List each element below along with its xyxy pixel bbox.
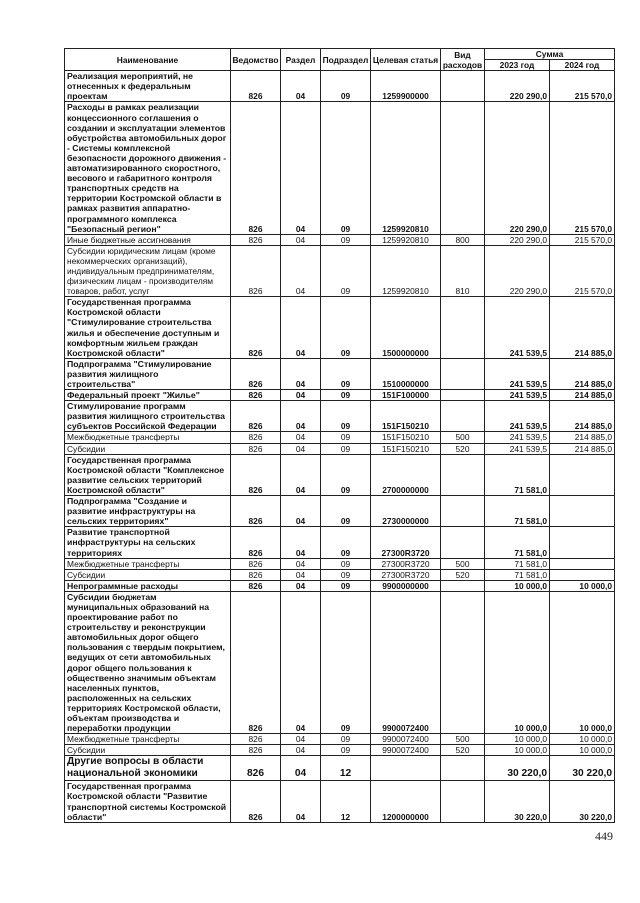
cell-kind: 500 [441,558,485,569]
cell-section: 04 [281,443,321,454]
table-row [65,734,615,745]
cell-section: 04 [281,297,321,359]
table-row [65,591,615,733]
cell-name: Непрограммные расходы [65,580,231,591]
table-row [65,580,615,591]
cell-target: 151F150210 [371,443,441,454]
cell-2024 [550,454,615,495]
cell-dept: 826 [231,756,281,781]
cell-2024: 10 000,0 [550,734,615,745]
cell-target: 2700000000 [371,454,441,495]
cell-target: 1500000000 [371,297,441,359]
table-row [65,745,615,756]
cell-2023: 241 539,5 [485,401,550,432]
cell-dept: 826 [231,569,281,580]
cell-dept: 826 [231,234,281,245]
cell-subsection: 09 [321,454,371,495]
cell-dept: 826 [231,454,281,495]
cell-2024: 214 885,0 [550,297,615,359]
cell-2024: 215 570,0 [550,102,615,234]
cell-kind [441,297,485,359]
cell-2024: 214 885,0 [550,432,615,443]
cell-kind: 520 [441,745,485,756]
cell-dept: 826 [231,102,281,234]
cell-subsection: 09 [321,527,371,558]
cell-target: 27300R3720 [371,569,441,580]
cell-dept: 826 [231,496,281,527]
table-body [65,71,615,823]
cell-2023: 241 539,5 [485,297,550,359]
cell-dept: 826 [231,443,281,454]
cell-2023: 241 539,5 [485,390,550,401]
header-subsection: Подраздел [321,49,371,71]
cell-target: 1259920810 [371,102,441,234]
cell-kind [441,390,485,401]
cell-section: 04 [281,745,321,756]
cell-dept: 826 [231,71,281,102]
cell-subsection: 09 [321,558,371,569]
table-row [65,245,615,296]
table-row [65,443,615,454]
cell-2024 [550,527,615,558]
cell-2024: 214 885,0 [550,401,615,432]
header-dept: Ведомство [231,49,281,71]
cell-2024: 215 570,0 [550,71,615,102]
cell-section: 04 [281,432,321,443]
cell-name: Субсидии юридическим лицам (кроме некоммерческих организаций), индивидуальным предпринимателям, физическим лицам - производителям товаров, работ, услуг [65,245,231,296]
cell-target: 151F100000 [371,390,441,401]
cell-dept: 826 [231,558,281,569]
cell-2023: 241 539,5 [485,443,550,454]
cell-2023: 71 581,0 [485,527,550,558]
cell-kind: 500 [441,734,485,745]
cell-target: 1510000000 [371,358,441,389]
cell-dept: 826 [231,297,281,359]
cell-target: 1259920810 [371,234,441,245]
cell-name: Межбюджетные трансферты [65,734,231,745]
cell-kind [441,781,485,822]
cell-target: 9900000000 [371,580,441,591]
table-row [65,454,615,495]
cell-section: 04 [281,527,321,558]
cell-2023: 220 290,0 [485,102,550,234]
cell-section: 04 [281,558,321,569]
cell-section: 04 [281,454,321,495]
cell-name: Субсидии бюджетам муниципальных образований на проектирование работ по строительству и реконструкции автомобильных дорог общего пользования с твердым покрытием, ведущих от сети автомобильных дорог общего пользования к общественно значимым объектам населенных пунктов, расположенных на сельских территориях Костромской области, объектам производства и переработки продукции [65,591,231,733]
cell-dept: 826 [231,734,281,745]
cell-2024 [550,569,615,580]
cell-dept: 826 [231,745,281,756]
cell-name: Субсидии [65,443,231,454]
table-row [65,781,615,822]
cell-name: Межбюджетные трансферты [65,558,231,569]
cell-2023: 241 539,5 [485,358,550,389]
cell-name: Субсидии [65,569,231,580]
cell-2023: 10 000,0 [485,745,550,756]
cell-2023: 71 581,0 [485,496,550,527]
cell-2023: 30 220,0 [485,781,550,822]
cell-subsection: 09 [321,245,371,296]
cell-section: 04 [281,245,321,296]
cell-2024: 215 570,0 [550,245,615,296]
header-section: Раздел [281,49,321,71]
cell-subsection: 09 [321,432,371,443]
cell-subsection: 09 [321,569,371,580]
cell-target: 2730000000 [371,496,441,527]
header-year-2024: 2024 год [550,60,615,71]
cell-2023: 241 539,5 [485,432,550,443]
cell-target: 9900072400 [371,591,441,733]
cell-2023: 220 290,0 [485,71,550,102]
cell-target: 9900072400 [371,734,441,745]
cell-dept: 826 [231,358,281,389]
cell-section: 04 [281,734,321,745]
cell-target: 1259900000 [371,71,441,102]
cell-kind [441,527,485,558]
cell-target: 9900072400 [371,745,441,756]
table-row [65,358,615,389]
cell-kind: 800 [441,234,485,245]
cell-2024: 10 000,0 [550,745,615,756]
cell-section: 04 [281,71,321,102]
cell-subsection: 09 [321,591,371,733]
cell-target: 1259920810 [371,245,441,296]
cell-section: 04 [281,234,321,245]
cell-kind [441,580,485,591]
cell-2024: 10 000,0 [550,591,615,733]
table-row [65,432,615,443]
cell-subsection: 09 [321,580,371,591]
cell-dept: 826 [231,432,281,443]
cell-subsection: 09 [321,496,371,527]
budget-table [64,48,615,823]
cell-dept: 826 [231,401,281,432]
cell-2023: 220 290,0 [485,245,550,296]
cell-name: Развитие транспортной инфраструктуры на сельских территориях [65,527,231,558]
cell-section: 04 [281,401,321,432]
cell-subsection: 09 [321,745,371,756]
header-row [65,49,615,60]
header-sum: Сумма [485,49,615,60]
cell-section: 04 [281,496,321,527]
cell-subsection: 09 [321,297,371,359]
cell-target: 1200000000 [371,781,441,822]
cell-dept: 826 [231,245,281,296]
cell-section: 04 [281,591,321,733]
cell-section: 04 [281,781,321,822]
cell-subsection: 12 [321,756,371,781]
table-row [65,297,615,359]
cell-section: 04 [281,358,321,389]
cell-name: Межбюджетные трансферты [65,432,231,443]
cell-kind: 520 [441,443,485,454]
table-row [65,390,615,401]
cell-2024: 30 220,0 [550,756,615,781]
header-name: Наименование [65,49,231,71]
cell-target: 151F150210 [371,401,441,432]
table-row [65,102,615,234]
cell-2024: 215 570,0 [550,234,615,245]
table-row [65,569,615,580]
cell-section: 04 [281,569,321,580]
cell-subsection: 09 [321,390,371,401]
cell-2024: 30 220,0 [550,781,615,822]
cell-name: Другие вопросы в области национальной экономики [65,756,231,781]
table-row [65,496,615,527]
cell-2024: 214 885,0 [550,358,615,389]
cell-kind [441,591,485,733]
cell-kind: 810 [441,245,485,296]
cell-target: 27300R3720 [371,527,441,558]
header-year-2023: 2023 год [485,60,550,71]
cell-subsection: 09 [321,71,371,102]
cell-kind: 520 [441,569,485,580]
cell-2024 [550,496,615,527]
cell-target: 151F150210 [371,432,441,443]
cell-2024: 214 885,0 [550,443,615,454]
cell-kind [441,454,485,495]
cell-target: 27300R3720 [371,558,441,569]
cell-name: Подпрограмма "Создание и развитие инфраструктуры на сельских территориях" [65,496,231,527]
table-row [65,527,615,558]
cell-name: Государственная программа Костромской области "Комплексное развитие сельских территорий Костромской области" [65,454,231,495]
cell-subsection: 09 [321,734,371,745]
cell-kind: 500 [441,432,485,443]
cell-name: Иные бюджетные ассигнования [65,234,231,245]
cell-section: 04 [281,756,321,781]
cell-section: 04 [281,580,321,591]
cell-subsection: 09 [321,401,371,432]
cell-subsection: 09 [321,234,371,245]
cell-name: Субсидии [65,745,231,756]
cell-2023: 30 220,0 [485,756,550,781]
cell-2023: 10 000,0 [485,580,550,591]
cell-2023: 71 581,0 [485,558,550,569]
cell-subsection: 12 [321,781,371,822]
cell-dept: 826 [231,580,281,591]
cell-name: Стимулирование программ развития жилищного строительства субъектов Российской Федерации [65,401,231,432]
table-row [65,401,615,432]
cell-name: Федеральный проект "Жилье" [65,390,231,401]
cell-section: 04 [281,390,321,401]
cell-2023: 10 000,0 [485,591,550,733]
cell-dept: 826 [231,527,281,558]
cell-dept: 826 [231,390,281,401]
cell-kind [441,102,485,234]
table-row [65,71,615,102]
cell-2023: 71 581,0 [485,569,550,580]
cell-name: Реализация мероприятий, не отнесенных к федеральным проектам [65,71,231,102]
cell-kind [441,71,485,102]
table-row [65,558,615,569]
cell-2023: 220 290,0 [485,234,550,245]
cell-2023: 71 581,0 [485,454,550,495]
cell-section: 04 [281,102,321,234]
cell-subsection: 09 [321,358,371,389]
cell-kind [441,358,485,389]
table-row [65,756,615,781]
cell-2024 [550,558,615,569]
header-kind: Вид расходов [441,49,485,71]
cell-kind [441,496,485,527]
cell-dept: 826 [231,781,281,822]
cell-kind [441,756,485,781]
cell-name: Подпрограмма "Стимулирование развития жилищного строительства" [65,358,231,389]
header-target: Целевая статья [371,49,441,71]
cell-2023: 10 000,0 [485,734,550,745]
cell-dept: 826 [231,591,281,733]
cell-target [371,756,441,781]
cell-2024: 10 000,0 [550,580,615,591]
cell-2024: 214 885,0 [550,390,615,401]
cell-name: Государственная программа Костромской области "Стимулирование строительства жилья и обеспечение доступным и комфортным жильем граждан Костромской области" [65,297,231,359]
table-row [65,234,615,245]
cell-name: Расходы в рамках реализации концессионного соглашения о создании и эксплуатации элементов обустройства автомобильных дорог - Системы комплексной безопасности дорожного движения - автоматизированного скоростного, весового и габаритного контроля транспортных средств на территории Костромской области в рамках развития аппаратно-программного комплекса "Безопасный регион" [65,102,231,234]
page-number: 449 [595,829,613,843]
cell-subsection: 09 [321,102,371,234]
cell-subsection: 09 [321,443,371,454]
cell-kind [441,401,485,432]
cell-name: Государственная программа Костромской области "Развитие транспортной системы Костромской области" [65,781,231,822]
